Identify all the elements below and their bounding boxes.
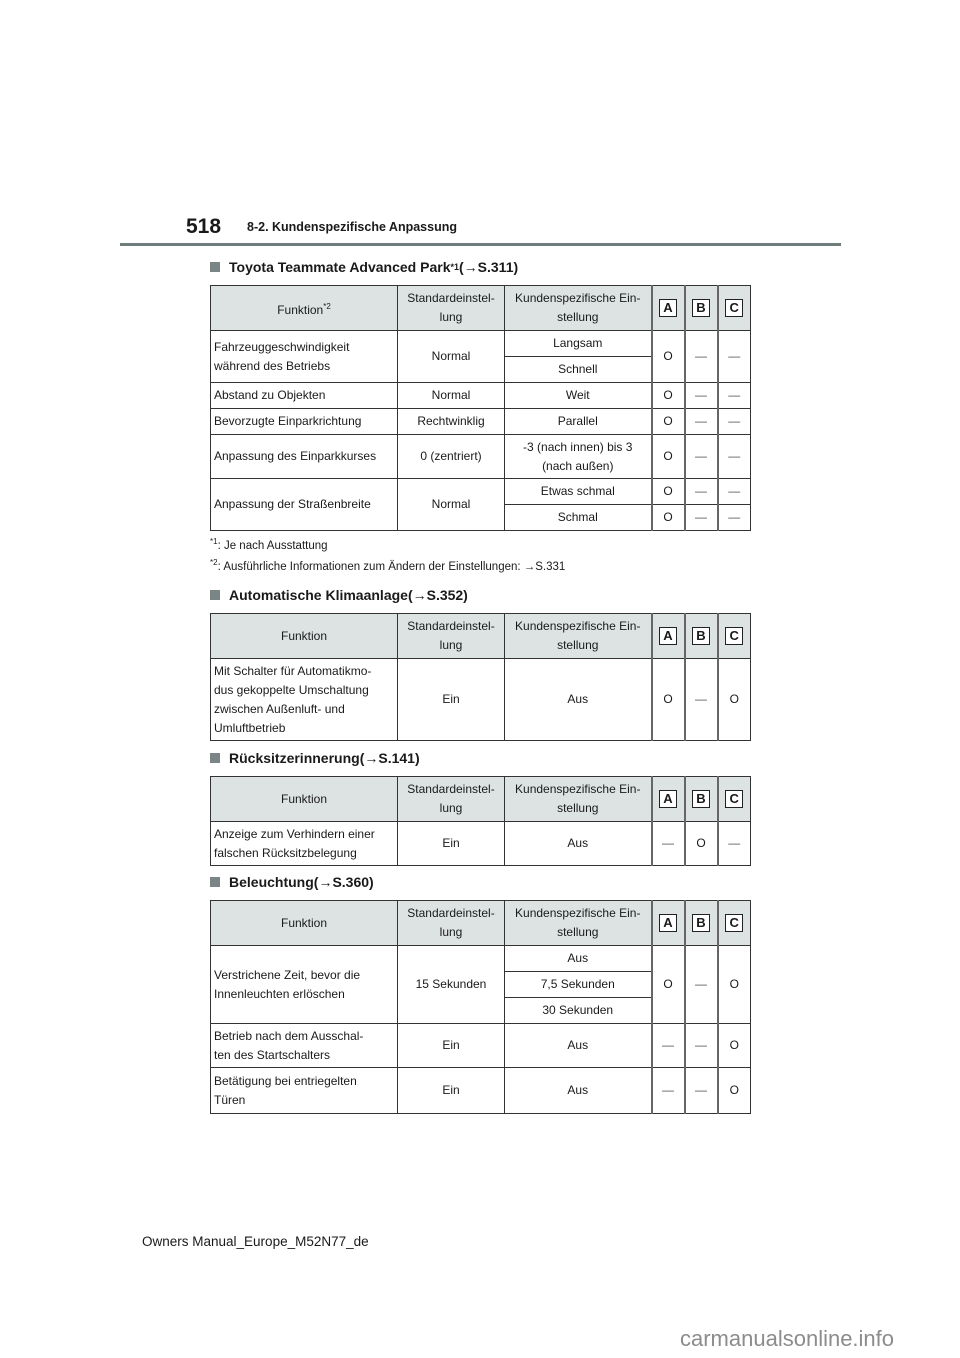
footnote-2: $^{*2}$: Ausführliche Informationen zum Ändern der Einstellungen: →S.331: [210, 557, 566, 573]
column-header-b: B: [685, 286, 718, 331]
settings-table: [210, 613, 751, 741]
table-row: Fahrzeuggeschwindigkeit während des Betriebs Normal Langsam O — —: [211, 331, 751, 357]
settings-table: Funktion$^{*2}$ Standardeinstel- lung Kundenspezifische Ein- stellung A B C Fahrzeuggeschwindigkeit während des Betriebs Normal Langsam O — — Schnell Abstand zu Objekten Normal Weit O — — Bevorzugte Einparkrichtung Rechtwinklig Parallel O — — Anpassung des Einparkkurses 0 (zentriert) -3 (nach innen) bis 3 (nach außen) O — — Anpassung der Straßenbreite Normal Etwas schmal O — — Schmal O — —: [210, 285, 751, 531]
table-header-row: [211, 286, 751, 331]
page-reference: (→S.360): [313, 874, 374, 890]
page-number: 518: [186, 215, 222, 238]
table-row: Verstrichene Zeit, bevor die Innenleuchten erlöschen 15 Sekunden Aus O — O: [211, 946, 751, 972]
square-bullet-icon: [210, 877, 220, 887]
settings-table: [210, 776, 751, 866]
column-header-c: C: [718, 286, 751, 331]
page-reference: (→S.352): [407, 587, 468, 603]
table-header-row: Funktion Standardeinstel- lung Kundenspezifische Ein- stellung A B C: [211, 614, 751, 659]
section-heading: Beleuchtung (→S.360): [210, 872, 750, 892]
table-row: Betrieb nach dem Ausschal- ten des Startschalters Ein Aus — — O: [211, 1024, 751, 1068]
table-row: Anpassung des Einparkkurses 0 (zentriert) -3 (nach innen) bis 3 (nach außen) O — —: [211, 435, 751, 479]
column-header-custom: Kundenspezifische Ein- stellung: [505, 286, 652, 331]
table-row: Mit Schalter für Automatikmo- dus gekoppelte Umschaltung zwischen Außenluft- und Umluftbetrieb Ein Aus O — O: [211, 659, 751, 741]
section-klimaanlage: [210, 585, 750, 741]
section-ruecksitzerinnerung: [210, 748, 750, 866]
column-header-a: A: [652, 286, 685, 331]
page-reference: (→S.141): [359, 750, 420, 766]
table-header-row: Funktion Standardeinstel- lung Kundenspezifische Ein- stellung A B C: [211, 777, 751, 822]
column-header-funktion: Funktion$^{*2}$: [211, 286, 398, 331]
square-bullet-icon: [210, 262, 220, 272]
document-id: Owners Manual_Europe_M52N77_de: [142, 1234, 369, 1249]
section-heading: Rücksitzerinnerung (→S.141): [210, 748, 750, 768]
section-heading: Toyota Teammate Advanced Park *1 (→S.311): [210, 257, 750, 277]
square-bullet-icon: [210, 753, 220, 763]
square-bullet-icon: [210, 590, 220, 600]
table-row: Bevorzugte Einparkrichtung Rechtwinklig Parallel O — —: [211, 409, 751, 435]
table-row: Abstand zu Objekten Normal Weit O — —: [211, 383, 751, 409]
header-divider: [120, 243, 841, 246]
section-advanced-park: [210, 257, 750, 573]
settings-table: Funktion Standardeinstel- lung Kundenspezifische Ein- stellung A B C Verstrichene Zeit, bevor die Innenleuchten erlöschen 15 Sekunden Aus O — O 7,5 Sekunden 30 Sekunden Betrieb nach dem Ausschal- ten des Startschalters Ein Aus — — O Betätigung bei entriegelten Türen Ein Aus — — O: [210, 900, 751, 1114]
section-heading: Automatische Klimaanlage (→S.352): [210, 585, 750, 605]
section-beleuchtung: [210, 872, 750, 1114]
watermark: carmanualsonline.info: [680, 1326, 895, 1351]
column-header-standard: Standardeinstel- lung: [398, 286, 505, 331]
table-row: Anzeige zum Verhindern einer falschen Rücksitzbelegung Ein Aus — O —: [211, 822, 751, 866]
table-row: Betätigung bei entriegelten Türen Ein Aus — — O: [211, 1068, 751, 1114]
footnote-1: $^{*1}$: Je nach Ausstattung: [210, 537, 328, 552]
table-row: Anpassung der Straßenbreite Normal Etwas schmal O — —: [211, 479, 751, 505]
page-reference: (→S.311): [459, 259, 519, 275]
chapter-title: 8-2. Kundenspezifische Anpassung: [247, 220, 457, 234]
table-header-row: Funktion Standardeinstel- lung Kundenspezifische Ein- stellung A B C: [211, 901, 751, 946]
